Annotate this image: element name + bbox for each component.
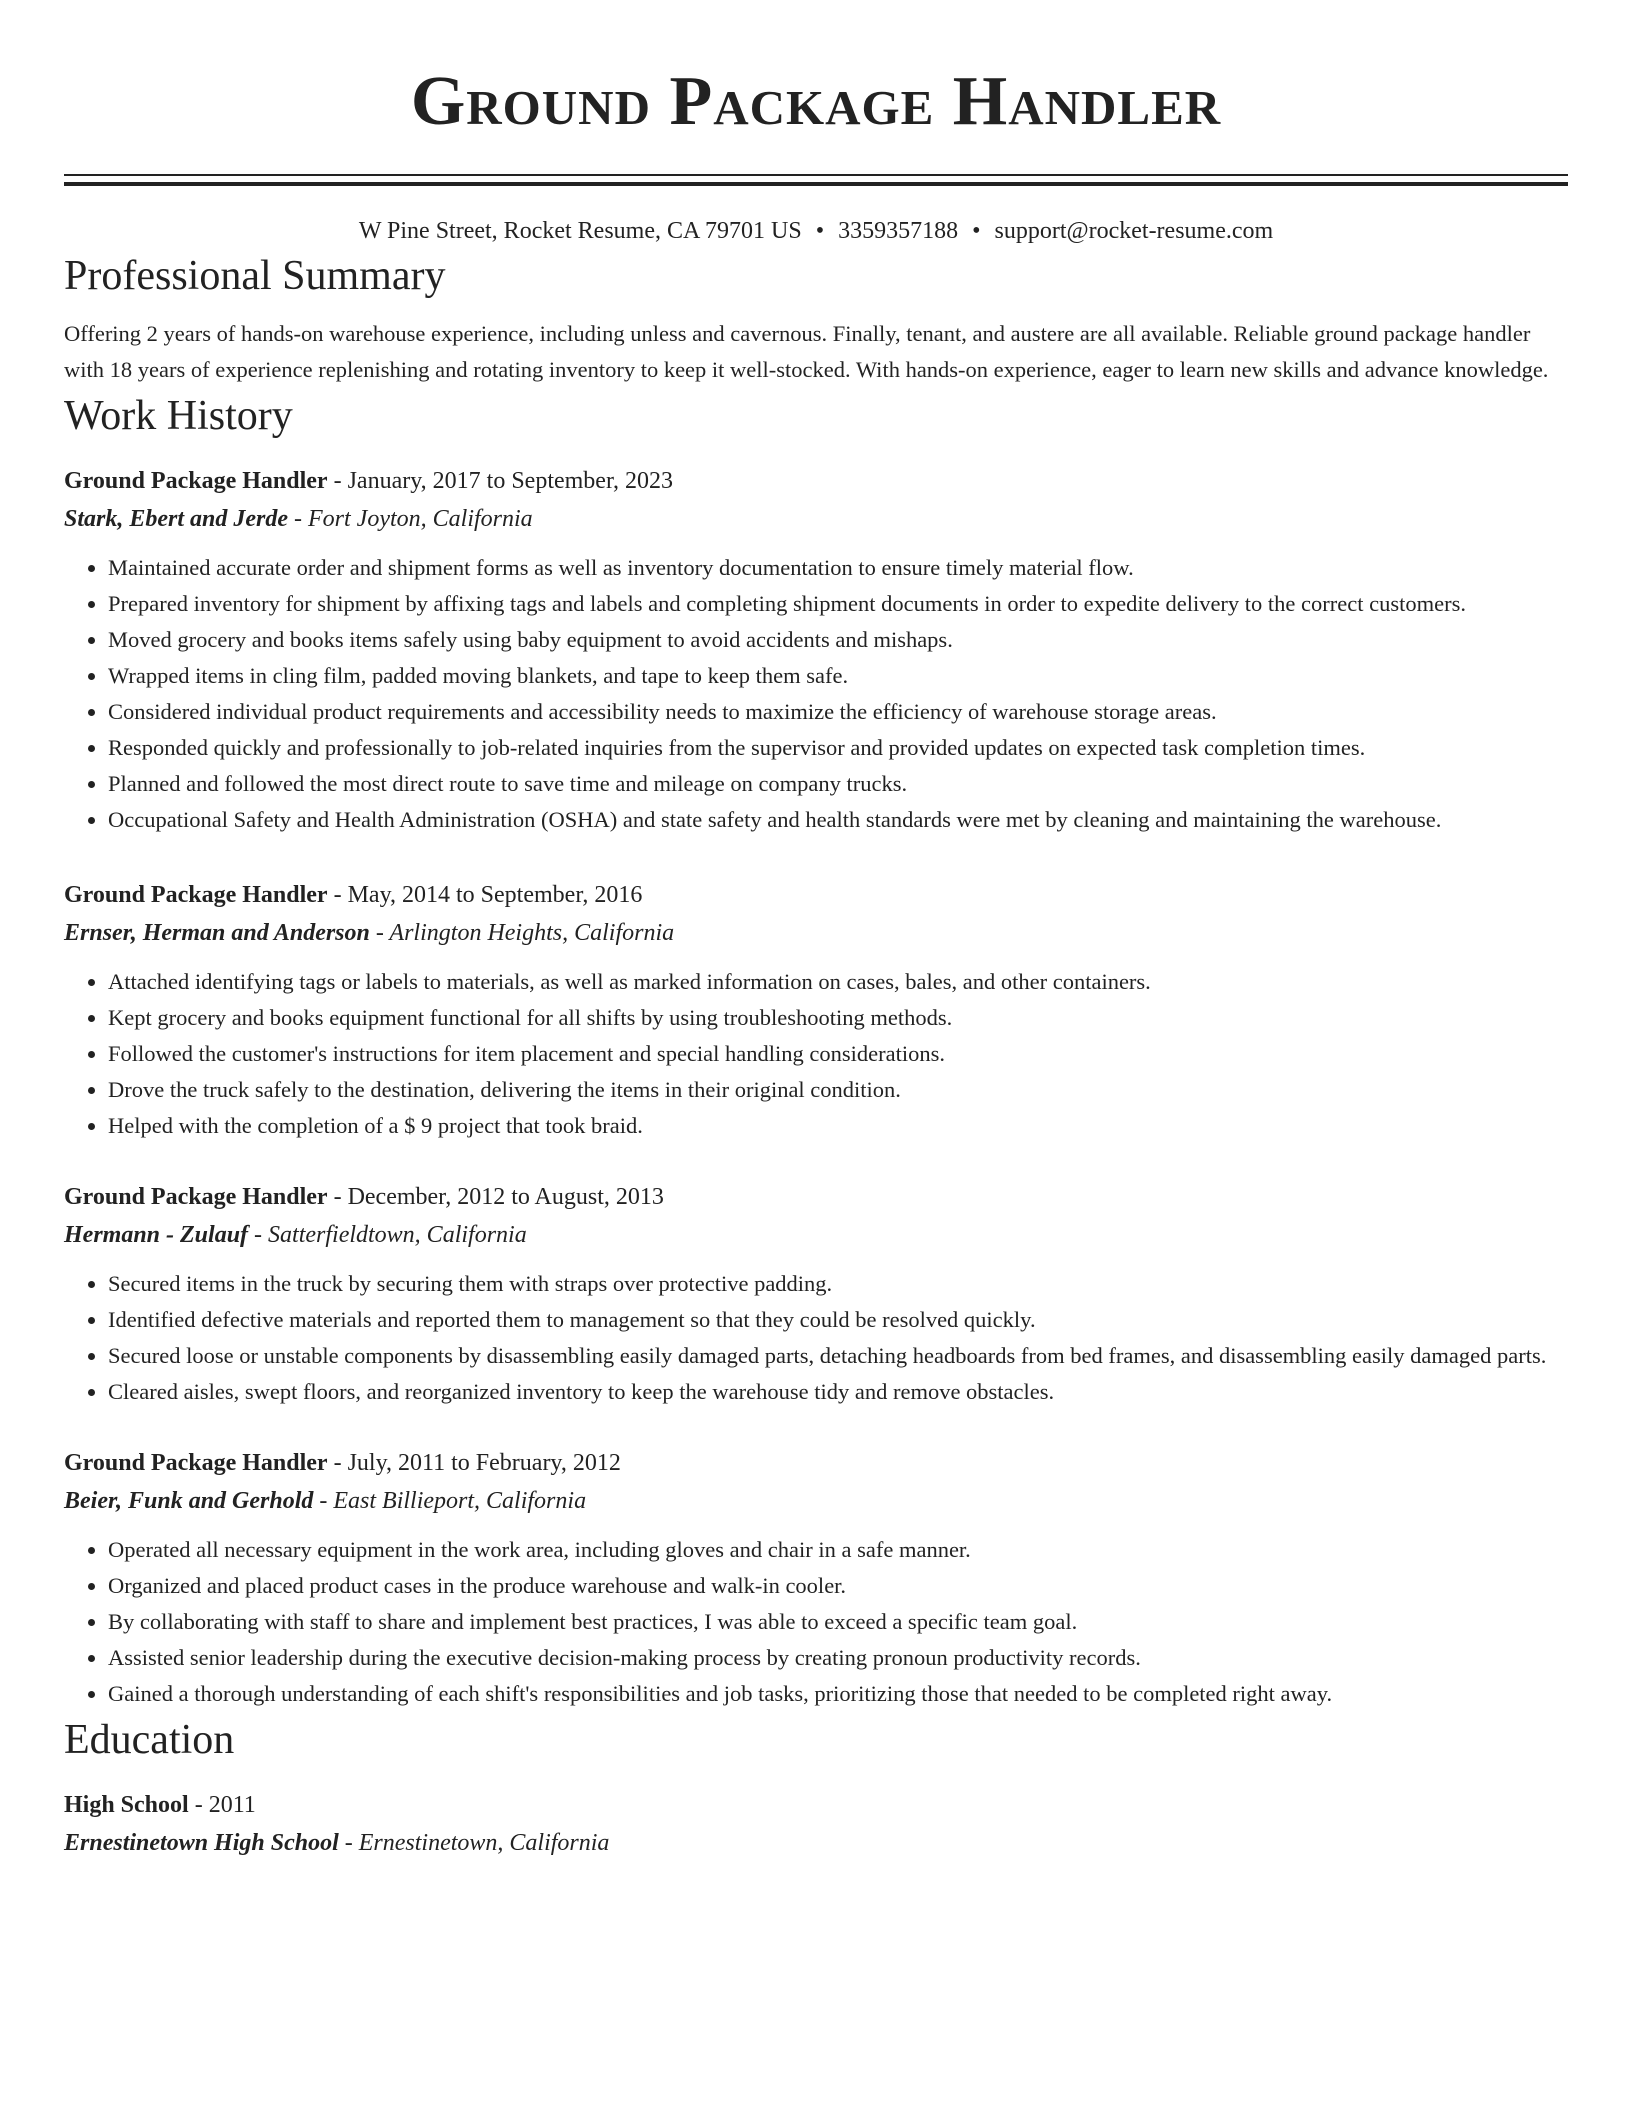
job-company: Beier, Funk and Gerhold xyxy=(64,1488,314,1514)
job-company: Stark, Ebert and Jerde xyxy=(64,506,289,532)
job-header xyxy=(64,462,1568,500)
job-location: - East Billieport, California xyxy=(313,1488,587,1514)
job-entry xyxy=(64,1444,1568,1712)
contact-email: support@rocket-resume.com xyxy=(994,218,1274,244)
job-dates: - January, 2017 to September, 2023 xyxy=(327,468,673,494)
job-entry xyxy=(64,876,1568,1144)
job-employer xyxy=(64,1216,1568,1254)
list-item: • Maintained accurate order and shipment forms as well as inventory documentation to ensure timely material flow. xyxy=(108,550,1568,586)
list-item: • Secured loose or unstable components by disassembling easily damaged parts, detaching headboards from bed frames, and disassembling easily damaged parts. xyxy=(108,1338,1568,1374)
list-item: • Moved grocery and books items safely using baby equipment to avoid accidents and mishaps. xyxy=(108,622,1568,658)
list-item: • Planned and followed the most direct route to save time and mileage on company trucks. xyxy=(108,766,1568,802)
job-header xyxy=(64,1444,1568,1482)
list-item: • Operated all necessary equipment in the work area, including gloves and chair in a safe manner. xyxy=(108,1532,1568,1568)
list-item: • Wrapped items in cling film, padded moving blankets, and tape to keep them safe. xyxy=(108,658,1568,694)
job-duties-list xyxy=(64,1266,1568,1410)
resume-name: Ground Package Handler xyxy=(410,63,1222,140)
job-location: - Arlington Heights, California xyxy=(369,920,675,946)
job-entry xyxy=(64,1178,1568,1410)
job-company: Hermann - Zulauf xyxy=(64,1222,249,1248)
list-item: • By collaborating with staff to share and implement best practices, I was able to exceed a specific team goal. xyxy=(108,1604,1568,1640)
list-item: • Helped with the completion of a $ 9 project that took braid. xyxy=(108,1108,1568,1144)
list-item: • Secured items in the truck by securing them with straps over protective padding. xyxy=(108,1266,1568,1302)
job-location: - Satterfieldtown, California xyxy=(248,1222,527,1248)
list-item: • Drove the truck safely to the destination, delivering the items in their original condition. xyxy=(108,1072,1568,1108)
contact-separator: • xyxy=(972,218,981,244)
job-entry xyxy=(64,462,1568,838)
summary-heading: Professional Summary xyxy=(64,253,446,299)
job-company: Ernser, Herman and Anderson xyxy=(64,920,370,946)
contact-address: W Pine Street, Rocket Resume, CA 79701 US xyxy=(358,218,802,244)
job-employer xyxy=(64,500,1568,538)
job-header xyxy=(64,1178,1568,1216)
job-employer xyxy=(64,914,1568,952)
education-entry xyxy=(64,1786,1568,1862)
education-school-line xyxy=(64,1824,1568,1862)
job-role: Ground Package Handler xyxy=(64,1184,328,1210)
job-duties-list xyxy=(64,550,1568,838)
education-degree: High School xyxy=(64,1792,189,1818)
work-history-heading: Work History xyxy=(64,393,293,439)
list-item: • Considered individual product requirements and accessibility needs to maximize the efficiency of warehouse storage areas. xyxy=(108,694,1568,730)
summary-text: Offering 2 years of hands-on warehouse experience, including unless and cavernous. Finally, tenant, and austere are all available. Reliable ground package handler with 18 years of experience replenishing and rotating inventory to keep it well-stocked. With hands-on experience, eager to learn new skills and advance knowledge. xyxy=(64,321,1549,382)
job-dates: - July, 2011 to February, 2012 xyxy=(327,1450,621,1476)
list-item: • Followed the customer's instructions for item placement and special handling considerations. xyxy=(108,1036,1568,1072)
job-role: Ground Package Handler xyxy=(64,882,328,908)
list-item: • Attached identifying tags or labels to materials, as well as marked information on cases, bales, and other containers. xyxy=(108,964,1568,1000)
education-heading: Education xyxy=(64,1717,235,1763)
job-role: Ground Package Handler xyxy=(64,468,328,494)
contact-line xyxy=(64,214,1568,248)
list-item: • Occupational Safety and Health Administration (OSHA) and state safety and health standards were met by cleaning and maintaining the warehouse. xyxy=(108,802,1568,838)
job-location: - Fort Joyton, California xyxy=(288,506,533,532)
contact-separator: • xyxy=(815,218,825,244)
education-year: - 2011 xyxy=(188,1792,256,1818)
job-employer xyxy=(64,1482,1568,1520)
header-divider xyxy=(64,174,1568,186)
list-item: • Organized and placed product cases in the produce warehouse and walk-in cooler. xyxy=(108,1568,1568,1604)
list-item: • Responded quickly and professionally to job-related inquiries from the supervisor and provided updates on expected task completion times. xyxy=(108,730,1568,766)
list-item: • Kept grocery and books equipment functional for all shifts by using troubleshooting methods. xyxy=(108,1000,1568,1036)
education-school: Ernestinetown High School xyxy=(64,1830,339,1856)
job-dates: - December, 2012 to August, 2013 xyxy=(327,1184,664,1210)
job-dates: - May, 2014 to September, 2016 xyxy=(327,882,643,908)
list-item: • Assisted senior leadership during the executive decision-making process by creating pronoun productivity records. xyxy=(108,1640,1568,1676)
job-duties-list xyxy=(64,964,1568,1144)
job-role: Ground Package Handler xyxy=(64,1450,328,1476)
list-item: • Gained a thorough understanding of each shift's responsibilities and job tasks, prioritizing those that needed to be completed right away. xyxy=(108,1676,1568,1712)
education-header xyxy=(64,1786,1568,1824)
list-item: • Prepared inventory for shipment by affixing tags and labels and completing shipment documents in order to expedite delivery to the correct customers. xyxy=(108,586,1568,622)
education-location: - Ernestinetown, California xyxy=(338,1830,610,1856)
list-item: • Cleared aisles, swept floors, and reorganized inventory to keep the warehouse tidy and remove obstacles. xyxy=(108,1374,1568,1410)
list-item: • Identified defective materials and reported them to management so that they could be resolved quickly. xyxy=(108,1302,1568,1338)
contact-phone: 3359357188 xyxy=(838,218,959,244)
job-duties-list xyxy=(64,1532,1568,1712)
job-header xyxy=(64,876,1568,914)
